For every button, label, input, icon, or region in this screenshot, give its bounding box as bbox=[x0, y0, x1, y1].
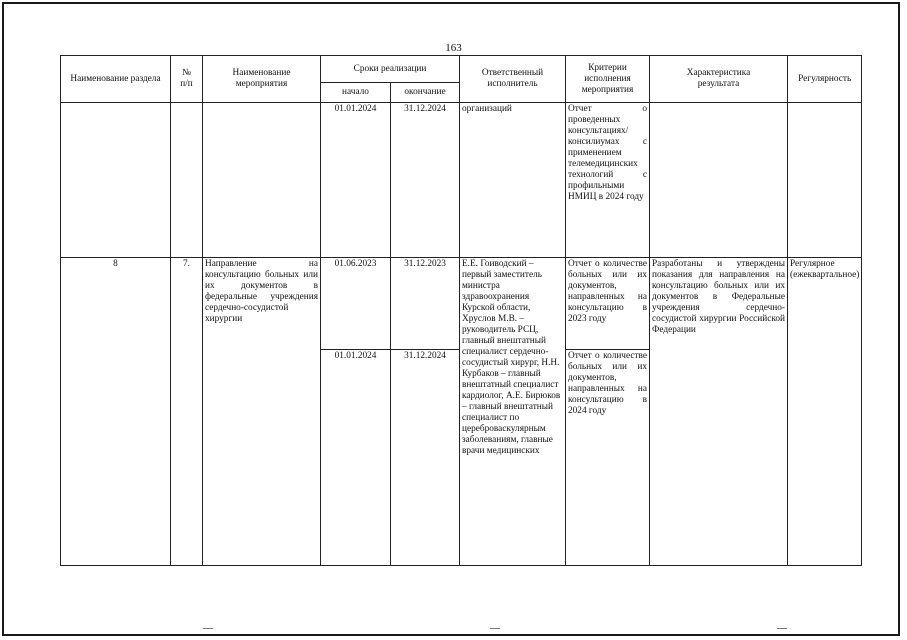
header-result: Характеристика результата bbox=[650, 56, 788, 103]
header-start: начало bbox=[321, 83, 391, 103]
row8-start-date-2024: 01.01.2024 bbox=[321, 350, 391, 566]
cont-start-date: 01.01.2024 bbox=[321, 103, 391, 258]
row8-end-date-2023: 31.12.2023 bbox=[391, 258, 460, 350]
row8-responsible: Е.Е. Гоиводский – первый заместитель министра здравоохранения Курской области, Хруслов М.В. – руководитель РСЦ, главный внештатный специалист сердечно-сосудистый хирург, Н.Н. Курбаков – главный внештатный специалист кардиолог, А.Е. Бирюков – главный внештатный специалист по цереброваскулярным заболеваниям, главные врачи медицинских bbox=[460, 258, 566, 566]
cont-event-cell bbox=[203, 103, 321, 258]
row8-event: Направление на консультацию больных или их документов в федеральные учреждения сердечно-сосудистой хирургии bbox=[203, 258, 321, 566]
footer-marks bbox=[0, 628, 907, 634]
header-end: окончание bbox=[391, 83, 460, 103]
row8-criteria-2023: Отчет о количестве больных или их документов, направленных на консультацию в 2023 году bbox=[566, 258, 650, 350]
row8-regularity: Регулярное (ежеквартальное) bbox=[788, 258, 862, 566]
row8-number: 7. bbox=[171, 258, 203, 566]
page-number: 163 bbox=[445, 42, 462, 54]
cont-section-cell bbox=[61, 103, 171, 258]
header-regularity: Регулярность bbox=[788, 56, 862, 103]
cont-number-cell bbox=[171, 103, 203, 258]
footer-mark bbox=[490, 628, 500, 629]
header-event-name: Наименование мероприятия bbox=[203, 56, 321, 103]
header-responsible: Ответственный исполнитель bbox=[460, 56, 566, 103]
plan-table bbox=[60, 55, 862, 566]
header-criteria: Критерии исполнения мероприятия bbox=[566, 56, 650, 103]
row8-end-date-2024: 31.12.2024 bbox=[391, 350, 460, 566]
row8-start-date-2023: 01.06.2023 bbox=[321, 258, 391, 350]
header-deadlines: Сроки реализации bbox=[321, 56, 460, 83]
footer-mark bbox=[203, 628, 213, 629]
row8-section: 8 bbox=[61, 258, 171, 566]
cont-regularity-cell bbox=[788, 103, 862, 258]
row8-result: Разработаны и утверждены показания для направления на консультацию больных или их документов в Федеральные учреждения сердечно-сосудистой хирургии Российской Федерации bbox=[650, 258, 788, 566]
cont-criteria: Отчет о проведенных консультациях/консилиумах с применением телемедицинских технологий с профильными НМИЦ в 2024 году bbox=[566, 103, 650, 258]
footer-mark bbox=[777, 628, 787, 629]
row8-criteria-2024: Отчет о количестве больных или их документов, направленных на консультацию в 2024 году bbox=[566, 350, 650, 566]
header-number: № п/п bbox=[171, 56, 203, 103]
table-row-continuation bbox=[61, 103, 862, 258]
header-section-name: Наименование раздела bbox=[61, 56, 171, 103]
table-row-8 bbox=[61, 258, 862, 350]
cont-result-cell bbox=[650, 103, 788, 258]
cont-end-date: 31.12.2024 bbox=[391, 103, 460, 258]
cont-responsible: организаций bbox=[460, 103, 566, 258]
